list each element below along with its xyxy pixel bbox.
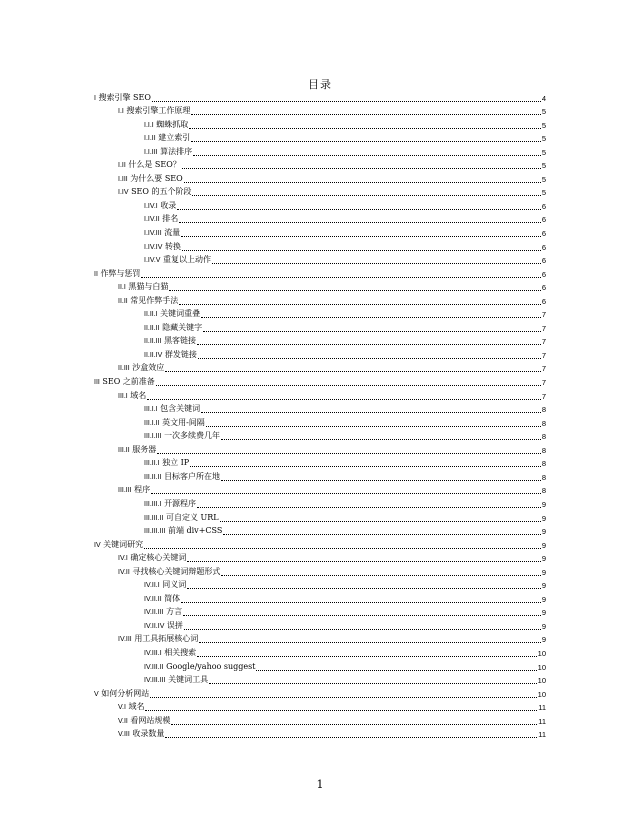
toc-entry[interactable] [94,550,546,564]
toc-entry-text: 可自定义 URL [166,512,219,522]
toc-entry-text: 常见作弊手法 [130,295,179,305]
toc-entry-number: IV.III.I [144,649,162,657]
toc-entry-label [118,160,181,170]
toc-entry-number: III.III [118,487,132,495]
dot-leader [203,323,541,332]
toc-entry-number: III.I.II [144,419,160,427]
toc-entry-text: 收录数量 [132,729,165,739]
toc-entry[interactable] [94,224,546,238]
toc-entry-number: IV.III.II [144,663,164,671]
toc-entry-number: III.II.II [144,473,162,481]
toc-entry-number: I.IV [118,189,129,197]
dot-leader [165,363,541,372]
toc-entry-page: 9 [541,554,546,564]
toc-entry[interactable] [94,292,546,306]
toc-entry-number: I.II [118,162,126,170]
toc-entry-text: 一次多续费几年 [164,431,221,441]
toc-entry-number: II.II.II [144,324,160,332]
toc-entry-text: 排名 [162,214,179,224]
toc-entry[interactable] [94,184,546,198]
toc-entry-page: 9 [541,581,546,591]
toc-entry-text: 方言 [166,607,183,617]
toc-entry[interactable] [94,197,546,211]
toc-entry-number: III.III.III [144,528,166,536]
toc-entry[interactable] [94,455,546,469]
dot-leader [182,160,541,169]
toc-entry[interactable] [94,346,546,360]
toc-entry[interactable] [94,644,546,658]
toc-entry[interactable] [94,631,546,645]
toc-entry-page: 4 [541,93,546,103]
toc-entry[interactable] [94,712,546,726]
toc-entry-page: 9 [541,527,546,537]
dot-leader [209,675,537,684]
toc-entry-page: 11 [538,716,546,726]
toc-entry-label [144,418,205,428]
dot-leader [144,540,541,549]
toc-entry-text: 包含关键词 [160,404,201,414]
toc-entry[interactable] [94,441,546,455]
toc-entry-label [144,255,211,265]
dot-leader [220,513,541,522]
dot-leader [197,336,541,345]
toc-entry-page: 9 [541,608,546,618]
toc-entry-page: 8 [541,445,546,455]
toc-entry-number: III.I.III [144,433,162,441]
toc-entry-text: 域名 [130,390,147,400]
toc-entry-page: 6 [541,256,546,266]
toc-entry-page: 8 [541,418,546,428]
toc-entry[interactable] [94,211,546,225]
toc-entry-number: I.I.II [144,135,156,143]
toc-entry-label [144,648,196,658]
toc-entry-page: 6 [541,201,546,211]
dot-leader [165,729,537,738]
toc-entry[interactable] [94,726,546,740]
toc-entry[interactable] [94,563,546,577]
toc-entry[interactable] [94,319,546,333]
toc-entry-label [144,133,190,143]
toc-entry-page: 5 [541,107,546,117]
toc-entry-label [144,309,200,319]
toc-entry-page: 5 [541,161,546,171]
toc-entry-text: 黑客链接 [164,336,197,346]
toc-entry[interactable] [94,468,546,482]
toc-entry-number: I.IV.I [144,202,158,210]
dot-leader [187,580,541,589]
toc-entry-label [118,567,220,577]
toc-entry[interactable] [94,387,546,401]
toc-entry-number: V.II [118,717,128,725]
toc-entry-number: I.I.III [144,148,158,156]
toc-entry-label [118,634,198,644]
toc-entry-text: 程序 [134,485,151,495]
dot-leader [192,187,540,196]
toc-entry-number: V.I [118,704,126,712]
toc-entry-number: I.IV.II [144,216,160,224]
toc-entry-text: 收录 [160,200,177,210]
toc-entry-page: 11 [538,730,546,740]
toc-entry-text: 什么是 SEO？ [128,160,181,170]
dot-leader [147,391,541,400]
toc-entry-number: IV.III [118,636,132,644]
toc-entry-number: I.IV.III [144,230,162,238]
toc-entry-label [144,458,189,468]
toc-entry-page: 10 [537,648,546,658]
toc-entry-text: 关键词工具 [168,675,209,685]
toc-entry[interactable] [94,414,546,428]
toc-entry[interactable] [94,617,546,631]
toc-entry-number: I.I.I [144,121,154,129]
toc-entry[interactable] [94,699,546,713]
toc-entry-page: 9 [541,567,546,577]
dot-leader [197,648,536,657]
toc-entry-text: SEO 的五个阶段 [131,187,192,197]
toc-entry-text: 如何分析网站 [101,688,150,698]
toc-entry-text: 域名 [128,702,145,712]
toc-entry-text: 目标客户所在地 [164,471,221,481]
toc-entry-number: II.II [118,297,128,305]
dot-leader [191,133,541,142]
toc-entry[interactable] [94,333,546,347]
toc-entry[interactable] [94,116,546,130]
dot-leader [193,147,541,156]
dot-leader [221,472,541,481]
dot-leader [212,255,541,264]
toc-entry[interactable] [94,523,546,537]
toc-entry[interactable] [94,360,546,374]
toc-entry[interactable] [94,252,546,266]
page-number: 1 [316,778,324,791]
toc-entry-number: II [94,270,98,278]
toc-entry-page: 8 [541,486,546,496]
dot-leader [221,431,541,440]
toc-entry-page: 6 [541,296,546,306]
toc-entry-number: III.I.I [144,406,158,414]
toc-entry[interactable] [94,401,546,415]
toc-entry-number: IV.I [118,555,128,563]
dot-leader [184,174,541,183]
toc-entry-page: 8 [541,405,546,415]
toc-entry-label [118,187,191,197]
toc-entry-label [94,377,155,387]
toc-entry-number: III.III.I [144,500,162,508]
toc-entry-text: 关键词研究 [103,539,144,549]
dot-leader [169,282,541,291]
toc-entry-page: 9 [541,635,546,645]
toc-entry-number: III [94,379,100,387]
dot-leader [184,621,541,630]
dot-leader [183,607,541,616]
toc-entry-text: 建立索引 [158,133,191,143]
toc-entry-text: 蜘蛛抓取 [156,119,189,129]
dot-leader [150,689,536,698]
toc-entry-label [118,716,170,726]
toc-entry-text: 沙盒效应 [132,363,165,373]
toc-entry[interactable] [94,482,546,496]
toc-entry[interactable] [94,509,546,523]
toc-entry-number: III.II.I [144,460,160,468]
toc-entry-text: Google/yahoo suggest [166,661,256,671]
toc-entry-text: 看网站规模 [130,715,171,725]
dot-leader [181,228,541,237]
toc-entry[interactable] [94,265,546,279]
toc-entry[interactable] [94,536,546,550]
toc-entry-number: I.III [118,175,128,183]
dot-leader [206,418,541,427]
toc-entry-page: 7 [541,350,546,360]
toc-entry-label [144,404,200,414]
toc-entry-page: 6 [541,242,546,252]
toc-entry-page: 8 [541,472,546,482]
toc-entry-page: 9 [541,499,546,509]
toc-entry-number: IV.II [118,568,130,576]
toc-entry-page: 9 [541,540,546,550]
toc-entry-number: IV.II.III [144,609,164,617]
toc-entry-page: 6 [541,215,546,225]
toc-entry-label [118,485,150,495]
toc-entry-text: 服务器 [132,444,157,454]
toc-entry-label [118,106,190,116]
toc-entry-label [144,621,183,631]
toc-entry-label [144,662,255,672]
toc-entry-text: 流量 [164,228,181,238]
toc-entry-number: I.IV.V [144,257,161,265]
toc-entry-text: 英文用-间隔 [162,417,205,427]
dot-leader [197,499,541,508]
dot-leader [182,242,541,251]
table-of-contents [94,89,546,739]
toc-entry-text: 开源程序 [164,498,197,508]
dot-leader [145,702,537,711]
toc-entry[interactable] [94,604,546,618]
toc-entry-label [94,689,149,699]
toc-entry-label [118,282,168,292]
toc-entry-text: 群发链接 [164,349,197,359]
toc-entry-number: IV.II.II [144,595,162,603]
toc-entry-page: 10 [537,689,546,699]
toc-entry[interactable] [94,428,546,442]
toc-entry-number: III.III.II [144,514,164,522]
toc-entry-text: 简体 [164,593,181,603]
toc-entry-number: III.I [118,392,128,400]
dot-leader [157,445,541,454]
toc-entry-page: 5 [541,134,546,144]
dot-leader [141,269,540,278]
dot-leader [189,120,541,129]
toc-entry-page: 6 [541,229,546,239]
toc-entry-label [144,594,180,604]
dot-leader [190,458,541,467]
toc-entry[interactable] [94,577,546,591]
toc-entry-text: 关键词重叠 [160,309,201,319]
dot-leader [199,634,541,643]
toc-entry-text: 隐藏关键字 [162,322,203,332]
toc-entry-text: 重复以上动作 [163,255,212,265]
dot-leader [223,526,540,535]
toc-entry[interactable] [94,373,546,387]
dot-leader [177,201,541,210]
toc-entry-label [144,675,208,685]
toc-entry-number: I.IV.IV [144,243,163,251]
toc-entry-text: 相关搜索 [164,647,197,657]
page-title: 目录 [308,78,332,91]
dot-leader [179,214,541,223]
toc-entry-label [144,120,188,130]
toc-entry-label [144,513,219,523]
toc-entry-label [118,391,146,401]
toc-entry-label [144,201,176,211]
toc-entry-page: 7 [541,323,546,333]
dot-leader [256,662,536,671]
toc-entry-label [144,431,220,441]
toc-entry[interactable] [94,130,546,144]
dot-leader [179,296,541,305]
toc-entry[interactable] [94,170,546,184]
dot-leader [201,404,541,413]
toc-entry-number: I [94,94,96,102]
toc-entry-text: 为什么要 SEO [130,173,183,183]
toc-entry-label [144,323,202,333]
toc-entry-text: 搜索引擎工作原理 [126,106,191,116]
toc-entry-label [118,174,183,184]
toc-entry-text: 误拼 [166,620,183,630]
toc-entry-number: V.III [118,731,130,739]
toc-entry-label [144,526,222,536]
toc-entry-number: II.II.I [144,311,158,319]
toc-entry-number: II.III [118,365,130,373]
toc-entry-text: 前端 div+CSS [167,526,223,536]
toc-entry-text: 搜索引擎 SEO [98,92,151,102]
dot-leader [221,567,540,576]
toc-entry-label [144,472,220,482]
dot-leader [181,594,541,603]
dot-leader [191,106,540,115]
toc-entry-page: 5 [541,188,546,198]
toc-entry-label [144,147,192,157]
toc-entry-page: 8 [541,459,546,469]
toc-entry-label [144,336,196,346]
toc-entry[interactable] [94,157,546,171]
toc-entry-number: IV.III.III [144,677,166,685]
toc-entry-page: 5 [541,174,546,184]
toc-entry-page: 7 [541,310,546,320]
toc-entry-text: SEO 之前准备 [102,377,155,387]
toc-entry-page: 7 [541,391,546,401]
toc-entry-page: 7 [541,337,546,347]
toc-entry-label [144,228,180,238]
toc-entry-label [144,499,196,509]
toc-entry-page: 5 [541,147,546,157]
toc-entry[interactable] [94,143,546,157]
toc-entry-text: 确定核心关键词 [130,553,187,563]
toc-entry-page: 9 [541,513,546,523]
toc-entry[interactable] [94,685,546,699]
toc-entry-label [144,214,178,224]
toc-entry-text: 独立 IP [162,458,190,468]
dot-leader [201,309,541,318]
toc-entry-label [94,540,143,550]
toc-entry-number: II.I [118,284,126,292]
dot-leader [171,716,537,725]
toc-entry-page: 5 [541,120,546,130]
toc-entry-label [118,363,164,373]
toc-entry-label [144,242,181,252]
toc-entry[interactable] [94,658,546,672]
toc-entry-number: V [94,690,99,698]
toc-entry-number: III.II [118,446,130,454]
toc-entry[interactable] [94,103,546,117]
dot-leader [187,553,540,562]
toc-entry-label [144,580,186,590]
dot-leader [152,93,541,102]
toc-entry[interactable] [94,495,546,509]
toc-entry[interactable] [94,590,546,604]
toc-entry[interactable] [94,238,546,252]
toc-entry-page: 7 [541,364,546,374]
toc-entry-number: II.II.III [144,338,162,346]
toc-entry-page: 6 [541,283,546,293]
toc-entry-page: 10 [537,676,546,686]
toc-entry-label [118,553,186,563]
toc-entry-label [144,350,197,360]
toc-entry-page: 8 [541,432,546,442]
dot-leader [156,377,541,386]
dot-leader [198,350,541,359]
toc-entry-label [118,702,144,712]
toc-entry-label [118,729,164,739]
toc-entry-number: I.I [118,108,124,116]
toc-entry-text: 寻找核心关键词辩题形式 [132,566,221,576]
toc-entry[interactable] [94,306,546,320]
toc-entry[interactable] [94,279,546,293]
toc-entry-label [144,607,182,617]
toc-entry-page: 6 [541,269,546,279]
toc-entry-text: 同义词 [162,580,187,590]
toc-entry-label [118,445,156,455]
toc-entry-number: II.II.IV [144,351,163,359]
toc-entry-text: 转换 [164,241,181,251]
toc-entry-text: 算法排序 [160,146,193,156]
toc-entry-label [94,93,151,103]
toc-entry[interactable] [94,89,546,103]
toc-entry-label [118,296,178,306]
toc-entry[interactable] [94,672,546,686]
toc-entry-page: 10 [537,662,546,672]
toc-entry-number: IV [94,541,101,549]
toc-entry-text: 用工具拓展核心词 [134,634,199,644]
dot-leader [151,485,541,494]
toc-entry-page: 11 [538,703,546,713]
toc-entry-page: 9 [541,594,546,604]
toc-entry-label [94,269,140,279]
toc-entry-number: IV.II.I [144,582,160,590]
toc-entry-page: 7 [541,378,546,388]
toc-entry-text: 黑猫与白猫 [128,282,169,292]
toc-entry-text: 作弊与惩罚 [100,268,141,278]
toc-entry-number: IV.II.IV [144,622,165,630]
toc-entry-page: 9 [541,621,546,631]
